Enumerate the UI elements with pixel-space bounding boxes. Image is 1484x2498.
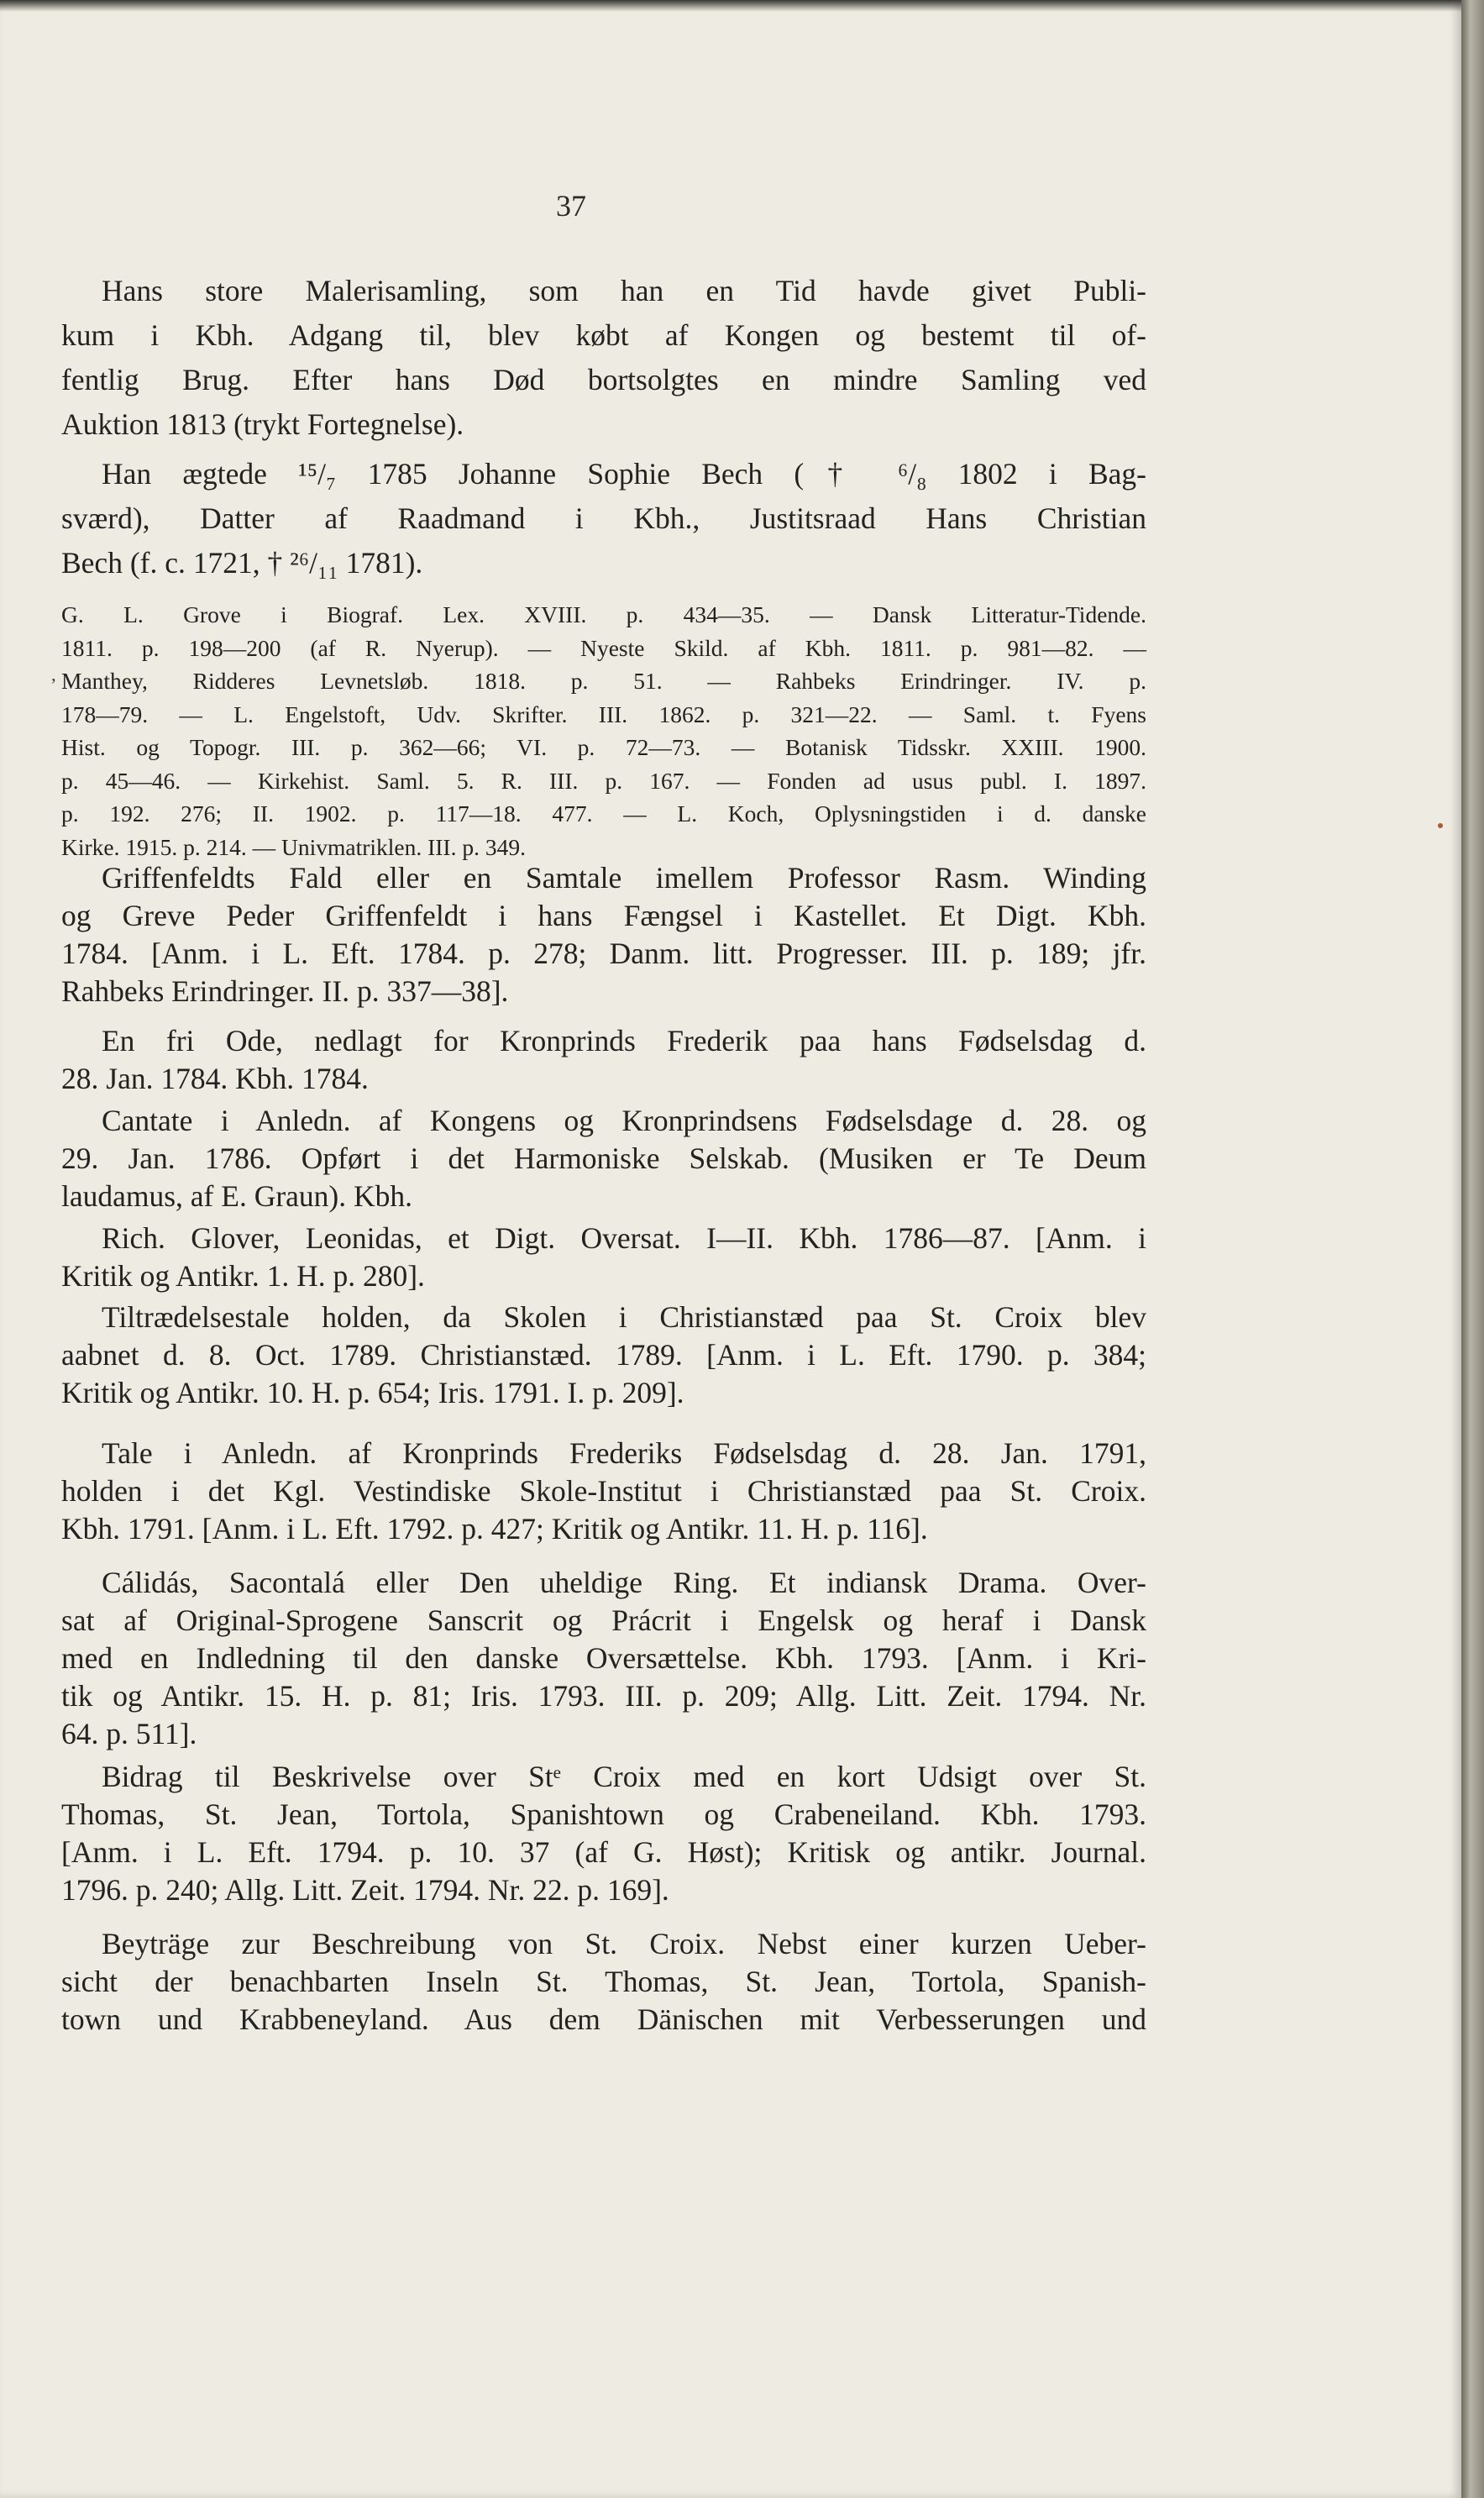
text-line: Beyträge zur Beschreibung von St. Croix. Nebst einer kurzen Ueber- [102, 1927, 1146, 1960]
text-line: Kritik og Antikr. 10. H. p. 654; Iris. 1791. I. p. 209]. [61, 1376, 684, 1409]
text-line: med en Indledning til den danske Oversættelse. Kbh. 1793. [Anm. i Kri- [61, 1641, 1146, 1675]
entry-griffenfeldt [61, 859, 1146, 1010]
text-line: fentlig Brug. Efter hans Død bortsolgtes en mindre Samling ved [61, 363, 1146, 396]
text-line: 29. Jan. 1786. Opført i det Harmoniske Selskab. (Musiken er Te Deum [61, 1141, 1146, 1175]
reference-line: p. 192. 276; II. 1902. p. 117—18. 477. — L. Koch, Oplysningstiden i d. danske [61, 800, 1146, 827]
text-line: Tale i Anledn. af Kronprinds Frederiks Fødselsdag d. 28. Jan. 1791, [102, 1436, 1146, 1470]
text-line: aabnet d. 8. Oct. 1789. Christianstæd. 1789. [Anm. i L. Eft. 1790. p. 384; [61, 1338, 1146, 1372]
paragraph-marriage [61, 452, 1146, 585]
top-shadow [0, 0, 1461, 12]
text-line: sicht der benachbarten Inseln St. Thomas, St. Jean, Tortola, Spanish- [61, 1965, 1146, 1998]
reference-line: 178—79. — L. Engelstoft, Udv. Skrifter. III. 1862. p. 321—22. — Saml. t. Fyens [61, 701, 1146, 727]
margin-mark: ʼ [50, 674, 57, 695]
text-line: Rich. Glover, Leonidas, et Digt. Oversat. I—II. Kbh. 1786—87. [Anm. i [102, 1221, 1146, 1255]
entry-beytraege [61, 1925, 1146, 2039]
text-line: og Greve Peder Griffenfeldt i hans Fængsel i Kastellet. Et Digt. Kbh. [61, 899, 1146, 932]
text-line: [Anm. i L. Eft. 1794. p. 10. 37 (af G. Høst); Kritisk og antikr. Journal. [61, 1835, 1146, 1869]
paragraph-malerisamling [61, 269, 1146, 447]
reference-line: Manthey, Ridderes Levnetsløb. 1818. p. 51. — Rahbeks Erindringer. IV. p. [61, 668, 1146, 694]
text-line: laudamus, af E. Graun). Kbh. [61, 1179, 412, 1213]
text-line: Cantate i Anledn. af Kongens og Kronprindsens Fødselsdage d. 28. og [102, 1104, 1146, 1137]
text-line: holden i det Kgl. Vestindiske Skole-Institut i Christianstæd paa St. Croix. [61, 1474, 1146, 1508]
text-line: Kritik og Antikr. 1. H. p. 280]. [61, 1259, 425, 1293]
text-line: Hans store Malerisamling, som han en Tid havde givet Publi- [102, 274, 1146, 307]
entry-bidrag [61, 1758, 1146, 1909]
text-line: Rahbeks Erindringer. II. p. 337—38]. [61, 974, 509, 1008]
text-line: Griffenfeldts Fald eller en Samtale imellem Professor Rasm. Winding [102, 861, 1146, 895]
entry-leonidas [61, 1220, 1146, 1295]
reference-line: 1811. p. 198—200 (af R. Nyerup). — Nyeste Skild. af Kbh. 1811. p. 981—82. — [61, 634, 1146, 661]
text-line: Bidrag til Beskrivelse over Stᵉ Croix med en kort Udsigt over St. [102, 1760, 1146, 1793]
entry-sacontala [61, 1564, 1146, 1753]
text-line: Tiltrædelsestale holden, da Skolen i Christianstæd paa St. Croix blev [102, 1300, 1146, 1334]
entry-cantate [61, 1102, 1146, 1215]
text-line: sværd), Datter af Raadmand i Kbh., Justitsraad Hans Christian [61, 501, 1146, 535]
text-line: Thomas, St. Jean, Tortola, Spanishtown og Crabeneiland. Kbh. 1793. [61, 1797, 1146, 1831]
reference-line: Kirke. 1915. p. 214. — Univmatriklen. III. p. 349. [61, 833, 526, 860]
page-edge [1461, 0, 1484, 2498]
text-line: Kbh. 1791. [Anm. i L. Eft. 1792. p. 427; Kritik og Antikr. 11. H. p. 116]. [61, 1512, 928, 1546]
text-line: Han ægtede ¹⁵/₇ 1785 Johanne Sophie Bech († ⁶/₈ 1802 i Bag- [102, 457, 1146, 491]
text-line: kum i Kbh. Adgang til, blev købt af Kongen og bestemt til of- [61, 318, 1146, 352]
entry-tale [61, 1435, 1146, 1548]
reference-line: G. L. Grove i Biograf. Lex. XVIII. p. 434—35. — Dansk Litteratur-Tidende. [61, 601, 1146, 627]
reference-line: p. 45—46. — Kirkehist. Saml. 5. R. III. p. 167. — Fonden ad usus publ. I. 1897. [61, 767, 1146, 794]
text-line: 64. p. 511]. [61, 1717, 197, 1750]
text-line: En fri Ode, nedlagt for Kronprinds Frederik paa hans Fødselsdag d. [102, 1024, 1146, 1057]
text-line: Auktion 1813 (trykt Fortegnelse). [61, 407, 464, 441]
text-line: tik og Antikr. 15. H. p. 81; Iris. 1793. III. p. 209; Allg. Litt. Zeit. 1794. Nr. [61, 1679, 1146, 1713]
references-block [61, 598, 1146, 863]
ink-spot [1438, 823, 1443, 828]
text-line: town und Krabbeneyland. Aus dem Dänischen mit Verbesserungen und [61, 2002, 1146, 2036]
entry-tiltraedelsestale [61, 1299, 1146, 1412]
text-line: 28. Jan. 1784. Kbh. 1784. [61, 1062, 369, 1095]
entry-ode [61, 1022, 1146, 1098]
text-line: 1784. [Anm. i L. Eft. 1784. p. 278; Danm. litt. Progresser. III. p. 189; jfr. [61, 937, 1146, 970]
reference-line: Hist. og Topogr. III. p. 362—66; VI. p. 72—73. — Botanisk Tidsskr. XXIII. 1900. [61, 734, 1146, 760]
text-line: Cálidás, Sacontalá eller Den uheldige Ring. Et indiansk Drama. Over- [102, 1566, 1146, 1599]
text-line: sat af Original-Sprogene Sanscrit og Prácrit i Engelsk og heraf i Dansk [61, 1603, 1146, 1637]
page-number: 37 [556, 189, 586, 223]
text-line: Bech (f. c. 1721, † ²⁶/₁₁ 1781). [61, 546, 423, 580]
text-line: 1796. p. 240; Allg. Litt. Zeit. 1794. Nr. 22. p. 169]. [61, 1873, 669, 1907]
